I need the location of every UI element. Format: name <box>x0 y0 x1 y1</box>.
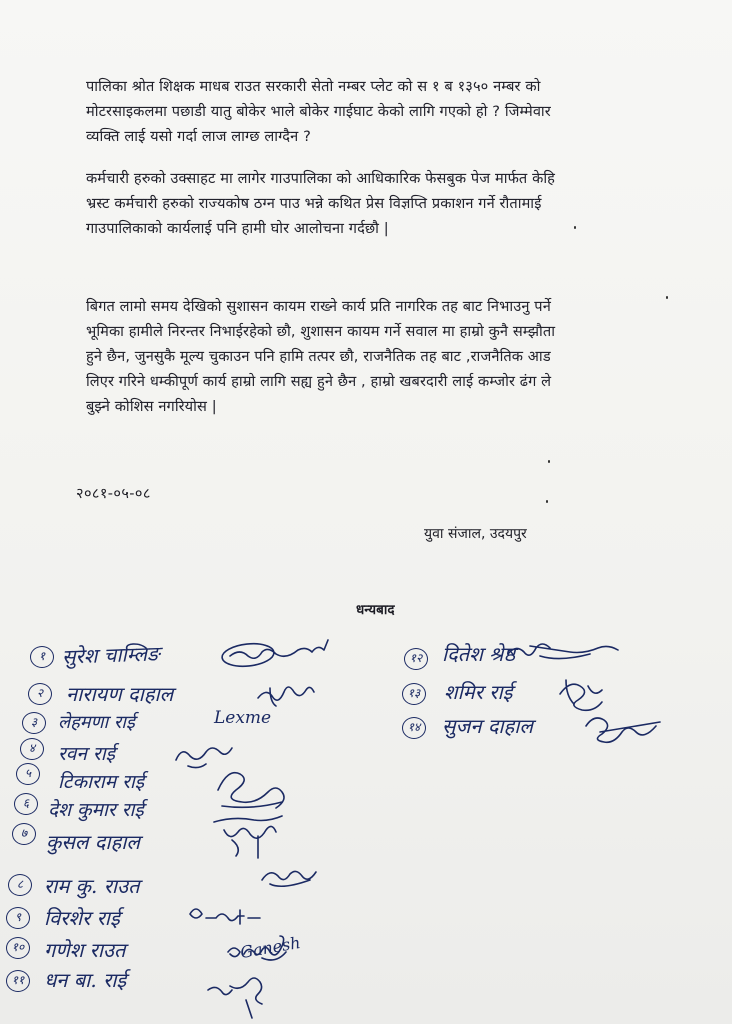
signatory-number: ९ <box>6 907 30 929</box>
signatory-name: सुजन दाहाल <box>442 714 533 738</box>
paper-speck <box>548 460 550 463</box>
paper-speck <box>666 296 668 299</box>
signatory-number: ७ <box>12 823 36 845</box>
signatory-number: १ <box>30 646 54 668</box>
signatory-number: ४ <box>20 738 44 760</box>
signatory-name: राम कु. राउत <box>44 874 140 898</box>
paragraph-3: बिगत लामो समय देखिको सुशासन कायम राख्ने कार्य प्रति नागरिक तह बाट निभाउनु पर्ने भूमिका हामीले निरन्तर निभाईरहेको छौ, शुशासन कायम गर्ने सवाल मा हाम्रो कुनै सम्झौता हुने छैन, जुनसुकै मूल्य चुकाउन पनि हामि तत्पर छौ, राजनैतिक तह बाट ,राजनैतिक आड लिएर गरिने धम्कीपूर्ण कार्य हाम्रो लागि सह्य हुने छैन , हाम्रो खबरदारी लाई कम्जोर ढंग ले बुझ्ने कोशिस नगरियोस | <box>86 298 556 415</box>
thanks-heading: धन्यबाद <box>356 602 395 618</box>
sender-name: युवा संजाल, उदयपुर <box>424 526 527 542</box>
signatory-name: नारायण दाहाल <box>66 682 174 706</box>
signatory-name: सुरेश चाम्लिङ <box>61 641 161 669</box>
signature-mark-1 <box>221 640 328 669</box>
signatory-name: लेहमणा राई <box>58 712 135 733</box>
signature-mark-13 <box>560 680 602 710</box>
signatory-name: रवन राई <box>58 743 115 765</box>
paper-speck <box>574 226 576 229</box>
signature-mark-9 <box>190 909 260 924</box>
signatory-name: टिकाराम राई <box>58 771 145 793</box>
signatory-name: कुसल दाहाल <box>46 830 140 854</box>
document-date: २०८१-०५-०८ <box>76 486 151 502</box>
signatory-number: ११ <box>6 970 30 992</box>
signature-mark-5 <box>218 773 284 808</box>
signatory-number: १४ <box>402 717 426 739</box>
signature-mark-14 <box>586 718 660 742</box>
signatory-number: १२ <box>404 648 428 670</box>
signature-mark-6 <box>214 816 282 858</box>
signatory-name: दितेश श्रेष्ठ <box>442 642 516 666</box>
signature-mark-4 <box>176 748 232 768</box>
signatory-number: ३ <box>22 712 46 734</box>
signature-mark-12 <box>508 644 618 659</box>
signatory-number: १३ <box>402 683 426 705</box>
signatory-name: देश कुमार राई <box>48 799 144 821</box>
signature-mark-8 <box>262 871 316 886</box>
paper-speck <box>546 500 548 503</box>
signatory-number: ५ <box>16 763 40 785</box>
signatory-name: गणेश राउत <box>44 938 126 962</box>
signatory-name: विरशेर राई <box>44 906 120 930</box>
signature-mark-11 <box>208 978 262 1018</box>
signatory-number: ८ <box>8 874 32 896</box>
signature-mark-10-text: Ganesh <box>238 932 302 963</box>
signatory-name: शमिर राई <box>444 680 513 704</box>
signatory-name: धन बा. राई <box>44 968 127 992</box>
paragraph-1: पालिका श्रोत शिक्षक माधब राउत सरकारी सेतो नम्बर प्लेट को स १ ब १३५० नम्बर को मोटरसाइकलमा पछाडी यातु बोकेर भाले बोकेर गाईघाट केको लागि गएको हो ? जिम्मेवार व्यक्ति लाई यसो गर्दा लाज लाग्छ लाग्दैन ? <box>86 78 551 145</box>
signature-mark-3: Lexme <box>214 708 272 728</box>
signatory-number: २ <box>28 683 52 705</box>
signatory-number: १० <box>6 937 30 959</box>
paragraph-2: कर्मचारी हरुको उक्साहट मा लागेर गाउपालिका को आधिकारिक फेसबुक पेज मार्फत केहि भ्रस्ट कर्मचारी हरुको राज्यकोष ठग्न पाउ भन्ने कथित प्रेस विज्ञप्ति प्रकाशन गर्ने रौतामाई गाउपालिकाको कार्यलाई पनि हामी घोर आलोचना गर्दछौ | <box>86 170 556 237</box>
signature-mark-2 <box>258 687 314 706</box>
signatory-number: ६ <box>14 793 38 815</box>
